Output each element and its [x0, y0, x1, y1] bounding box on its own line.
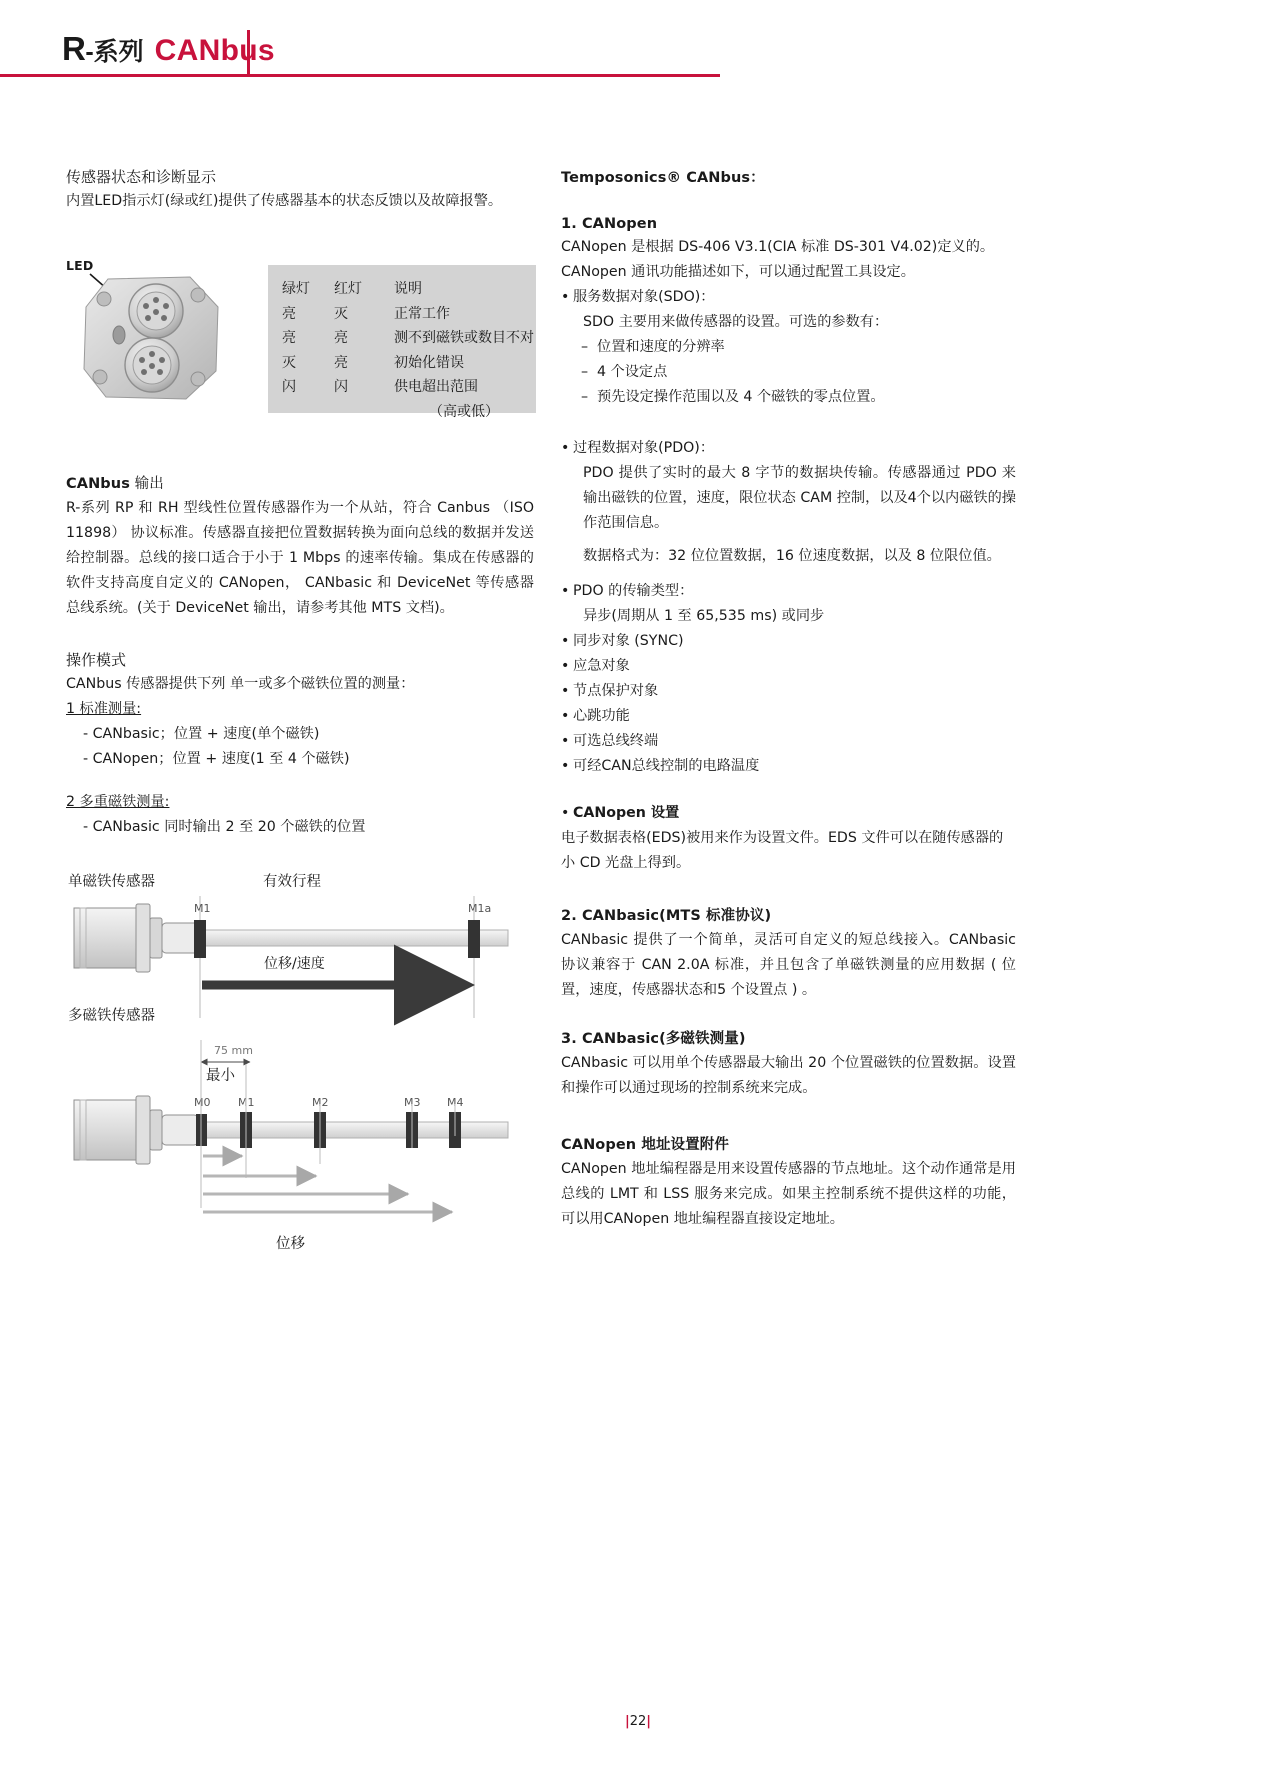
- bullet-dot-icon: •: [561, 683, 570, 699]
- marker-m1a: M1a: [468, 902, 492, 915]
- canbasic-std-heading: 2. CANbasic(MTS 标准协议): [561, 908, 772, 924]
- col-header-desc: 说明: [394, 281, 422, 297]
- pdo-bullet: [561, 436, 1016, 461]
- extra-bullet: [561, 704, 1016, 729]
- marker-m3: M3: [404, 1096, 421, 1109]
- sdo-bullet: [561, 285, 1016, 310]
- list-item: - CANopen；位置 + 速度(1 至 4 个磁铁): [83, 751, 350, 767]
- list-item: - CANbasic；位置 + 速度(单个磁铁): [83, 726, 320, 742]
- table-header-row: [282, 277, 534, 302]
- sdo-item-label: 预先设定操作范围以及 4 个磁铁的零点位置。: [597, 389, 885, 405]
- extra-bullet-label: 可经CAN总线控制的电路温度: [573, 758, 760, 774]
- pdo-type-body: 异步(周期从 1 至 65,535 ms) 或同步: [583, 608, 825, 624]
- marker-m0: M0: [194, 1096, 211, 1109]
- single-magnet-sensor-label: 单磁铁传感器: [68, 874, 155, 890]
- canopen-settings-label: CANopen 设置: [573, 805, 680, 821]
- cell-red: 灭: [334, 305, 348, 322]
- cell-green: 亮: [282, 305, 296, 322]
- table-row: [282, 326, 534, 351]
- min-distance-value: 75 mm: [214, 1044, 253, 1057]
- bullet-dot-icon: •: [561, 440, 570, 456]
- sdo-item: [561, 360, 1016, 385]
- title-canbus: CANbus: [154, 34, 275, 67]
- canopen-p1: CANopen 是根据 DS-406 V3.1(CIA 标准 DS-301 V4.02)定义的。: [561, 239, 995, 255]
- bullet-dot-icon: •: [561, 733, 570, 749]
- canbus-output-heading: [66, 472, 534, 493]
- multi-magnet-measure-list: [66, 815, 534, 840]
- bullet-dot-icon: •: [561, 633, 570, 649]
- pdo-type-bullet: [561, 579, 1016, 604]
- pdo-bullet-label: 过程数据对象(PDO)：: [573, 440, 715, 456]
- canbus-output-body: R-系列 RP 和 RH 型线性位置传感器作为一个从站，符合 Canbus （ISO 11898） 协议标准。传感器直接把位置数据转换为面向总线的数据并发送给控制器。总线的接口适合于小于 1 Mbps 的速率传输。集成在传感器的软件支持高度自定义的 CANopen， CANbasic 和 DeviceNet 等传感器总线系统。(关于 DeviceNet 输出，请参考其他 MTS 文档)。: [66, 500, 534, 616]
- cell-green: 亮: [282, 330, 296, 346]
- canopen-addr-heading: CANopen 地址设置附件: [561, 1137, 729, 1153]
- multi-magnet-measure-head: 2 多重磁铁测量:: [66, 794, 170, 810]
- title-r: R: [62, 30, 86, 67]
- canbasic-multi-heading: 3. CANbasic(多磁铁测量): [561, 1031, 746, 1047]
- col-header-green: 绿灯: [282, 281, 310, 297]
- effective-stroke-label: 有效行程: [263, 874, 321, 890]
- page-number: 22: [629, 1714, 647, 1729]
- dash-icon: –: [581, 339, 589, 355]
- extra-bullet-label: 应急对象: [573, 658, 630, 674]
- cell-desc: 供电超出范围: [394, 379, 478, 395]
- led-label: LED: [66, 258, 94, 273]
- standard-measure-list: [66, 722, 534, 772]
- cell-green: 闪: [282, 379, 296, 395]
- col-header-red: 红灯: [334, 281, 362, 297]
- cell-desc: 初始化错误: [394, 354, 464, 371]
- cell-note: （高或低）: [429, 403, 499, 420]
- page-footer: [0, 1714, 1276, 1729]
- canopen-heading: 1. CANopen: [561, 216, 658, 232]
- marker-m1-multi: M1: [238, 1096, 255, 1109]
- multi-magnet-sensor-label: 多磁铁传感器: [68, 1008, 155, 1024]
- bullet-dot-icon: •: [561, 708, 570, 724]
- product-line-heading: Temposonics® CANbus：: [561, 170, 765, 186]
- canopen-p2: CANopen 通讯功能描述如下，可以通过配置工具设定。: [561, 264, 915, 280]
- extra-bullet: [561, 729, 1016, 754]
- table-row-note: [282, 400, 534, 425]
- title-series: -系列: [85, 38, 144, 66]
- cell-green: 灭: [282, 354, 296, 371]
- canopen-settings-body: 电子数据表格(EDS)被用来作为设置文件。EDS 文件可以在随传感器的小 CD 光盘上得到。: [561, 830, 1004, 871]
- page-title: [62, 30, 275, 76]
- pdo-body: PDO 提供了实时的最大 8 字节的数据块传输。传感器通过 PDO 来输出磁铁的位置，速度，限位状态 CAM 控制，以及4个以内磁铁的操作范围信息。: [583, 465, 1016, 531]
- operation-modes-heading: 操作模式: [66, 651, 127, 669]
- extra-bullet-label: 节点保护对象: [573, 683, 659, 699]
- magnet-position-diagram: [66, 868, 536, 1260]
- sdo-item: [561, 385, 1016, 410]
- table-row: [282, 351, 534, 376]
- cell-desc: 正常工作: [394, 305, 450, 322]
- canbasic-multi-body: CANbasic 可以用单个传感器最大输出 20 个位置磁铁的位置数据。设置和操作可以通过现场的控制系统来完成。: [561, 1055, 1016, 1096]
- footer-bar-right: |: [646, 1714, 652, 1729]
- sdo-item-label: 位置和速度的分辨率: [597, 339, 725, 355]
- standard-measure-head: 1 标准测量:: [66, 701, 142, 717]
- marker-m1: M1: [194, 902, 211, 915]
- canbus-output-heading-rest: 输出: [129, 476, 164, 492]
- canopen-settings-bullet: [561, 801, 1016, 826]
- sensor-connector-photo: [78, 273, 224, 403]
- extra-bullet-label: 同步对象 (SYNC): [573, 633, 684, 649]
- cell-red: 闪: [334, 379, 348, 395]
- extra-bullet-label: 心跳功能: [573, 708, 630, 724]
- pdo-type-label: PDO 的传输类型：: [573, 583, 694, 599]
- status-section-body: 内置LED指示灯(绿或红)提供了传感器基本的状态反馈以及故障报警。: [66, 193, 503, 209]
- table-row: [282, 375, 534, 400]
- pdo-format: 数据格式为：32 位位置数据，16 位速度数据，以及 8 位限位值。: [583, 548, 1001, 564]
- sdo-intro: SDO 主要用来做传感器的设置。可选的参数有：: [583, 314, 889, 330]
- displacement-label: 位移: [276, 1236, 305, 1252]
- min-distance-label: 最小: [206, 1068, 235, 1084]
- extra-bullet-label: 可选总线终端: [573, 733, 659, 749]
- led-status-figure-area: [66, 258, 536, 423]
- canbasic-std-body: CANbasic 提供了一个简单，灵活可自定义的短总线接入。CANbasic 协议兼容于 CAN 2.0A 标准，并且包含了单磁铁测量的应用数据 ( 位置，速度，传感器状态和5 个设置点 ) 。: [561, 932, 1016, 998]
- dash-icon: –: [581, 389, 589, 405]
- bullet-dot-icon: •: [561, 583, 570, 599]
- extra-bullet: [561, 654, 1016, 679]
- dash-icon: –: [581, 364, 589, 380]
- canbus-output-heading-bold: CANbus: [66, 476, 130, 492]
- sdo-bullet-label: 服务数据对象(SDO)：: [573, 289, 715, 305]
- cell-red: 亮: [334, 330, 348, 346]
- cell-red: 亮: [334, 354, 348, 371]
- right-column: [561, 166, 1016, 1232]
- led-status-table: [268, 265, 536, 420]
- bullet-dot-icon: •: [561, 289, 570, 305]
- cell-desc: 测不到磁铁或数目不对: [394, 330, 534, 346]
- marker-m2: M2: [312, 1096, 329, 1109]
- marker-m4: M4: [447, 1096, 464, 1109]
- page-header: [0, 0, 1276, 96]
- sdo-item-label: 4 个设定点: [597, 364, 668, 380]
- bullet-dot-icon: •: [561, 658, 570, 674]
- sdo-item: [561, 335, 1016, 360]
- footer-bar-left: |: [624, 1714, 630, 1729]
- canopen-addr-body: CANopen 地址编程器是用来设置传感器的节点地址。这个动作通常是用总线的 LMT 和 LSS 服务来完成。如果主控制系统不提供这样的功能， 可以用CANopen 地址编程器直接设定地址。: [561, 1161, 1016, 1227]
- bullet-dot-icon: •: [561, 805, 570, 821]
- table-row: [282, 302, 534, 327]
- displacement-speed-label: 位移/速度: [264, 956, 325, 972]
- list-item: - CANbasic 同时输出 2 至 20 个磁铁的位置: [83, 819, 366, 835]
- operation-modes-intro: CANbus 传感器提供下列 单一或多个磁铁位置的测量：: [66, 676, 415, 692]
- extra-bullet: [561, 629, 1016, 654]
- bullet-dot-icon: •: [561, 758, 570, 774]
- extra-bullet: [561, 679, 1016, 704]
- extra-bullet: [561, 754, 1016, 779]
- status-section-heading: 传感器状态和诊断显示: [66, 168, 217, 186]
